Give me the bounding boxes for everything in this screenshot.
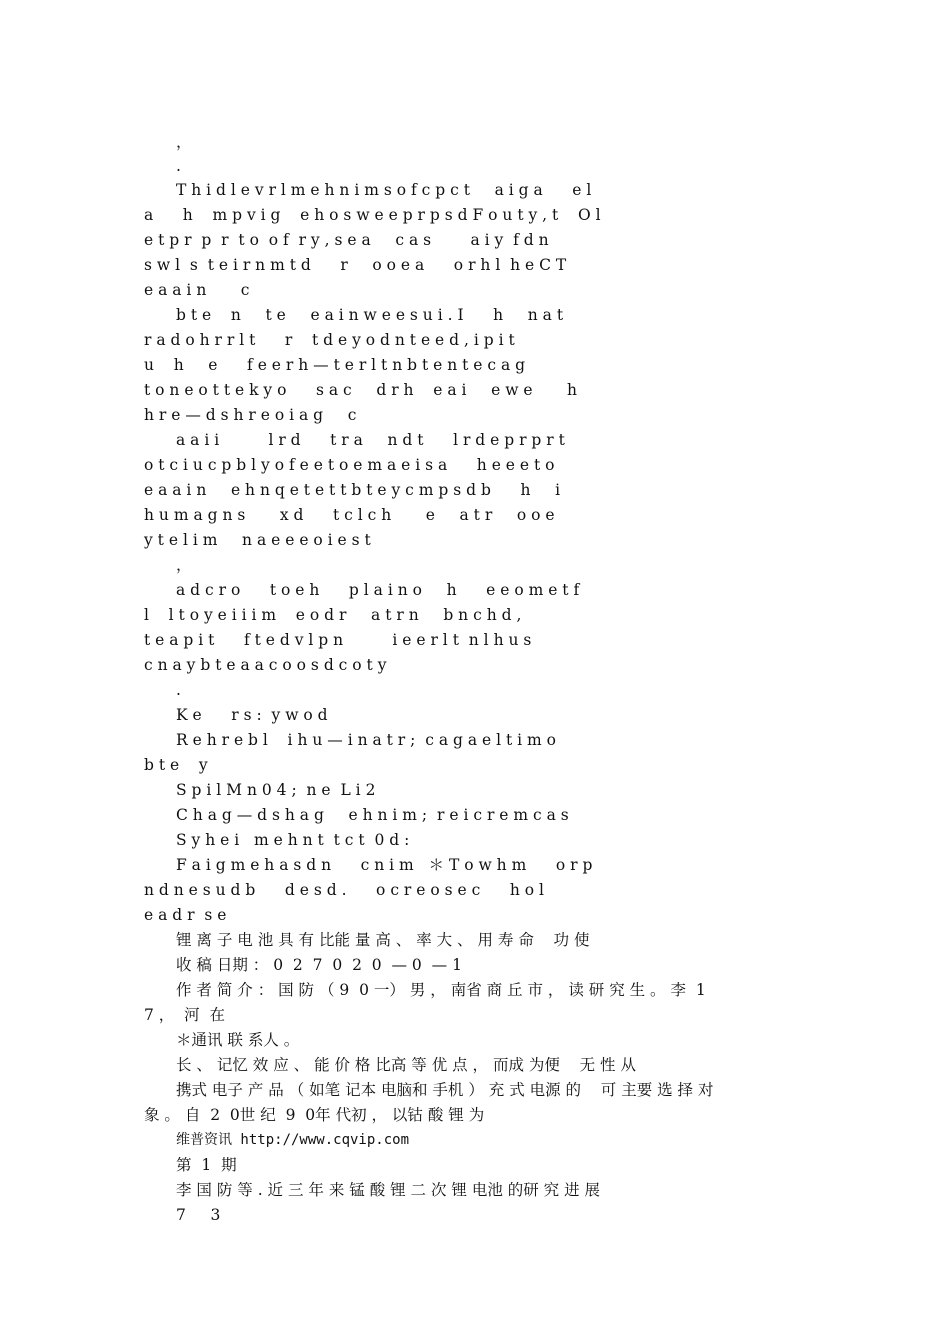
abstract-line: l l t o y e i i i m e o d r a t r n b n c h d , [144,606,522,624]
abstract-line: s w l s t e i r n m t d r o o e a o r h l h e C T [144,256,567,274]
abstract-line: b t e n t e e a i n w e e s u i . I h n a t [176,306,564,324]
corresponding-author: ＊通讯 联 系人 。 [176,1031,300,1049]
abstract-line: c n a y b t e a a c o o s d c o t y [144,656,387,674]
abstract-line: t e a p i t f t e d v l p n i e e r l t n l h u s [144,631,532,649]
funding-line: e a d r s e [144,906,227,924]
issue-number: 第 1 期 [176,1156,237,1174]
page-number: 7 3 [176,1206,221,1224]
period-mark: . [176,681,181,699]
abstract-line: e t p r p r t o o f r y , s e a c a s a i y f d n [144,231,549,249]
comma-mark: ， [176,556,192,574]
running-title: 李 国 防 等 . 近 三 年 来 锰 酸 锂 二 次 锂 电池 的研 究 进 展 [176,1181,601,1199]
abstract-line: e a a i n c [144,281,250,299]
body-line: 携式 电子 产 品 （ 如笔 记本 电脑和 手机 ） 充 式 电源 的 可 主要 选 择 对 [176,1081,714,1099]
keywords-label: K e r s : y w o d [176,706,328,724]
abstract-line: a d c r o t o e h p l a i n o h e e o m e t f [176,581,580,599]
abstract-line: t o n e o t t e k y o s a c d r h e a i e w e h [144,381,578,399]
abstract-line: a h m p v i g e h o s w e e p r p s d F o u t y , t O l [144,206,601,224]
abstract-line: y t e l i m n a e e e o i e s t [144,531,371,549]
abstract-line: h r e — d s h r e o i a g c [144,406,357,424]
comma-mark: ， [176,133,192,151]
body-line: 锂 离 子 电 池 具 有 比能 量 高 、 率 大 、 用 寿 命 功 使 [176,931,590,949]
received-date: 收 稿 日期 ： 0 2 7 0 2 0 — 0 — 1 [176,956,462,974]
funding-line: F a i g m e h a s d n c n i m ＊ T o w h m o r p [176,856,593,874]
abstract-line: h u m a g n s x d t c l c h e a t r o o e [144,506,555,524]
abstract-line: u h e f e e r h — t e r l t n b t e n t e c a g [144,356,526,374]
author-info: 作 者 简 介 ： 国 防 （ 9 0 一） 男 ， 南省 商 丘 市 ， 读 研 究 生 。 李 1 [176,981,706,999]
keyword-line: S p i l M n 0 4 ; n e L i 2 [176,781,376,799]
abstract-line: e a a i n e h n q e t e t t b t e y c m p s d b h i [144,481,561,499]
keyword-line: R e h r e b l i h u — i n a t r ; c a g a e l t i m o [176,731,556,749]
author-info: 7 ， 河 在 [144,1006,225,1024]
funding-line: n d n e s u d b d e s d . o c r e o s e c h o l [144,881,544,899]
keyword-line: C h a g — d s h a g e h n i m ; r e i c r e m c a s [176,806,569,824]
abstract-line: r a d o h r r l t r t d e y o d n t e e d , i p i t [144,331,515,349]
period-mark: . [176,157,181,175]
body-line: 长 、 记忆 效 应 、 能 价 格 比高 等 优 点 ， 而成 为便 无 性 从 [176,1056,636,1074]
keyword-line: b t e y [144,756,208,774]
abstract-line: o t c i u c p b l y o f e e t o e m a e i s a h e e e t o [144,456,555,474]
keyword-line: S y h e i m e h n t t c t 0 d : [176,831,410,849]
abstract-line: a a i i l r d t r a n d t l r d e p r p r t [176,431,565,449]
abstract-line: T h i d l e v r l m e h n i m s o f c p c t a i g a e l [176,181,592,199]
source-url: 维普资讯 http://www.cqvip.com [176,1132,410,1148]
body-line: 象 。 自 2 0世 纪 9 0年 代初 ， 以钴 酸 锂 为 [144,1106,485,1124]
